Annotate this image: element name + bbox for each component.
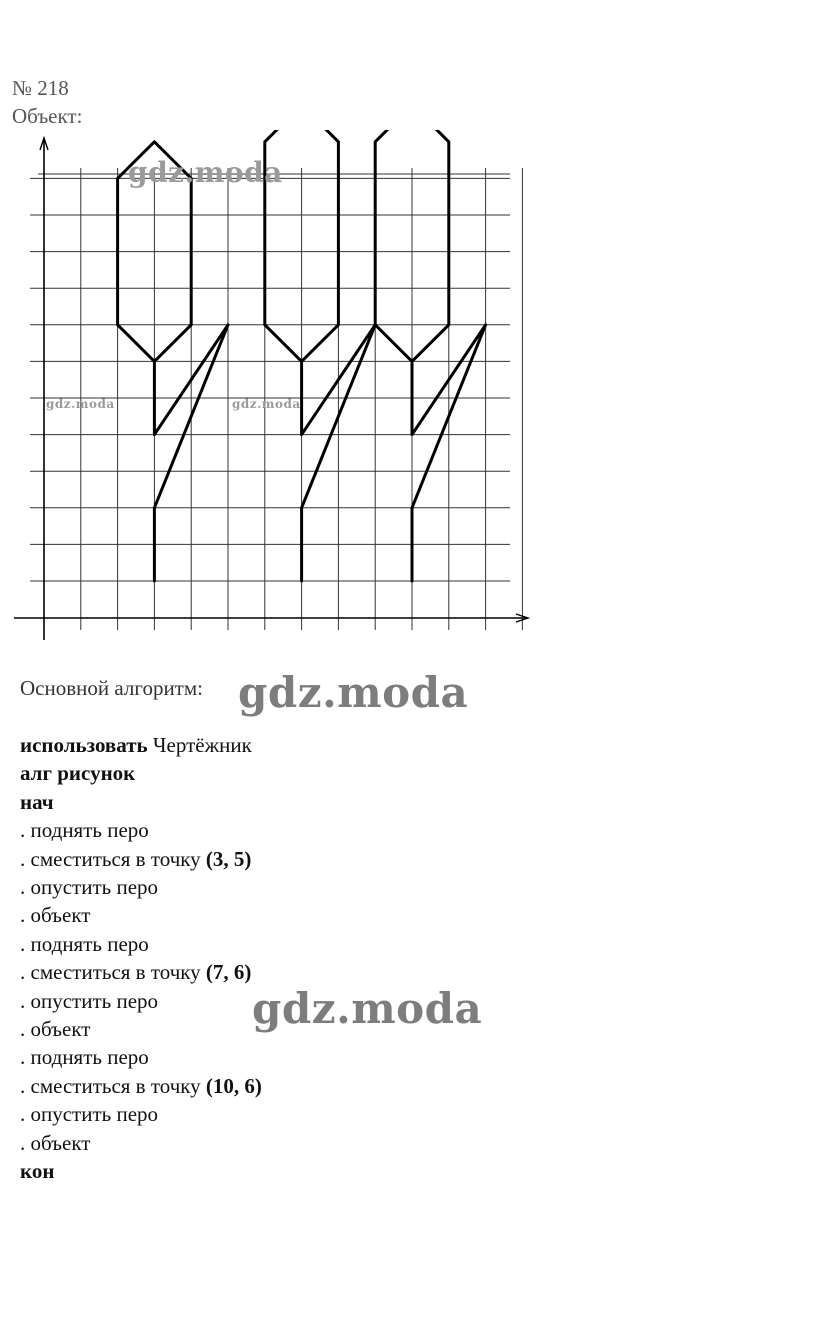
move-command: . сместиться в точку [20,960,201,985]
code-line-use [20,731,262,759]
keyword-alg: алг рисунок [20,761,136,786]
coordinate-grid [0,130,540,650]
executor-name: Чертёжник [152,733,252,757]
code-line-pen-down: . опустить перо [20,1102,159,1127]
move-command: . сместиться в точку [20,846,201,871]
keyword-end: кон [20,1159,55,1184]
watermark: gdz.moda [128,156,283,189]
watermark: gdz.moda [232,397,301,411]
move-command: . сместиться в точку [20,1073,201,1098]
code-line-pen-down: . опустить перо [20,988,159,1013]
code-line-move [20,958,262,986]
keyword-use: использовать [20,733,148,757]
watermark: gdz.moda [46,397,115,411]
move-point: (3, 5) [205,846,252,871]
code-line-pen-up: . поднять перо [20,818,149,843]
watermark: gdz.moda [238,668,469,717]
keyword-begin: нач [20,789,54,814]
code-line-move [20,845,262,873]
watermark: gdz.moda [252,984,483,1033]
move-point: (7, 6) [205,960,252,985]
move-point: (10, 6) [205,1073,262,1098]
algorithm-title: Основной алгоритм: [20,676,203,700]
code-line-end [20,1157,262,1185]
code-line-pen-up: . поднять перо [20,1045,149,1070]
code-line-object: . объект [20,1130,91,1155]
algorithm-code [20,731,262,1186]
task-number: № 218 [12,76,69,100]
code-line-alg [20,759,262,787]
code-line-move [20,1072,262,1100]
code-line-object: . объект [20,903,91,928]
code-line-pen-down: . опустить перо [20,875,159,900]
code-line-pen-up: . поднять перо [20,931,149,956]
code-line-object: . объект [20,1017,91,1042]
code-line-begin [20,788,262,816]
object-label: Объект: [12,104,83,128]
